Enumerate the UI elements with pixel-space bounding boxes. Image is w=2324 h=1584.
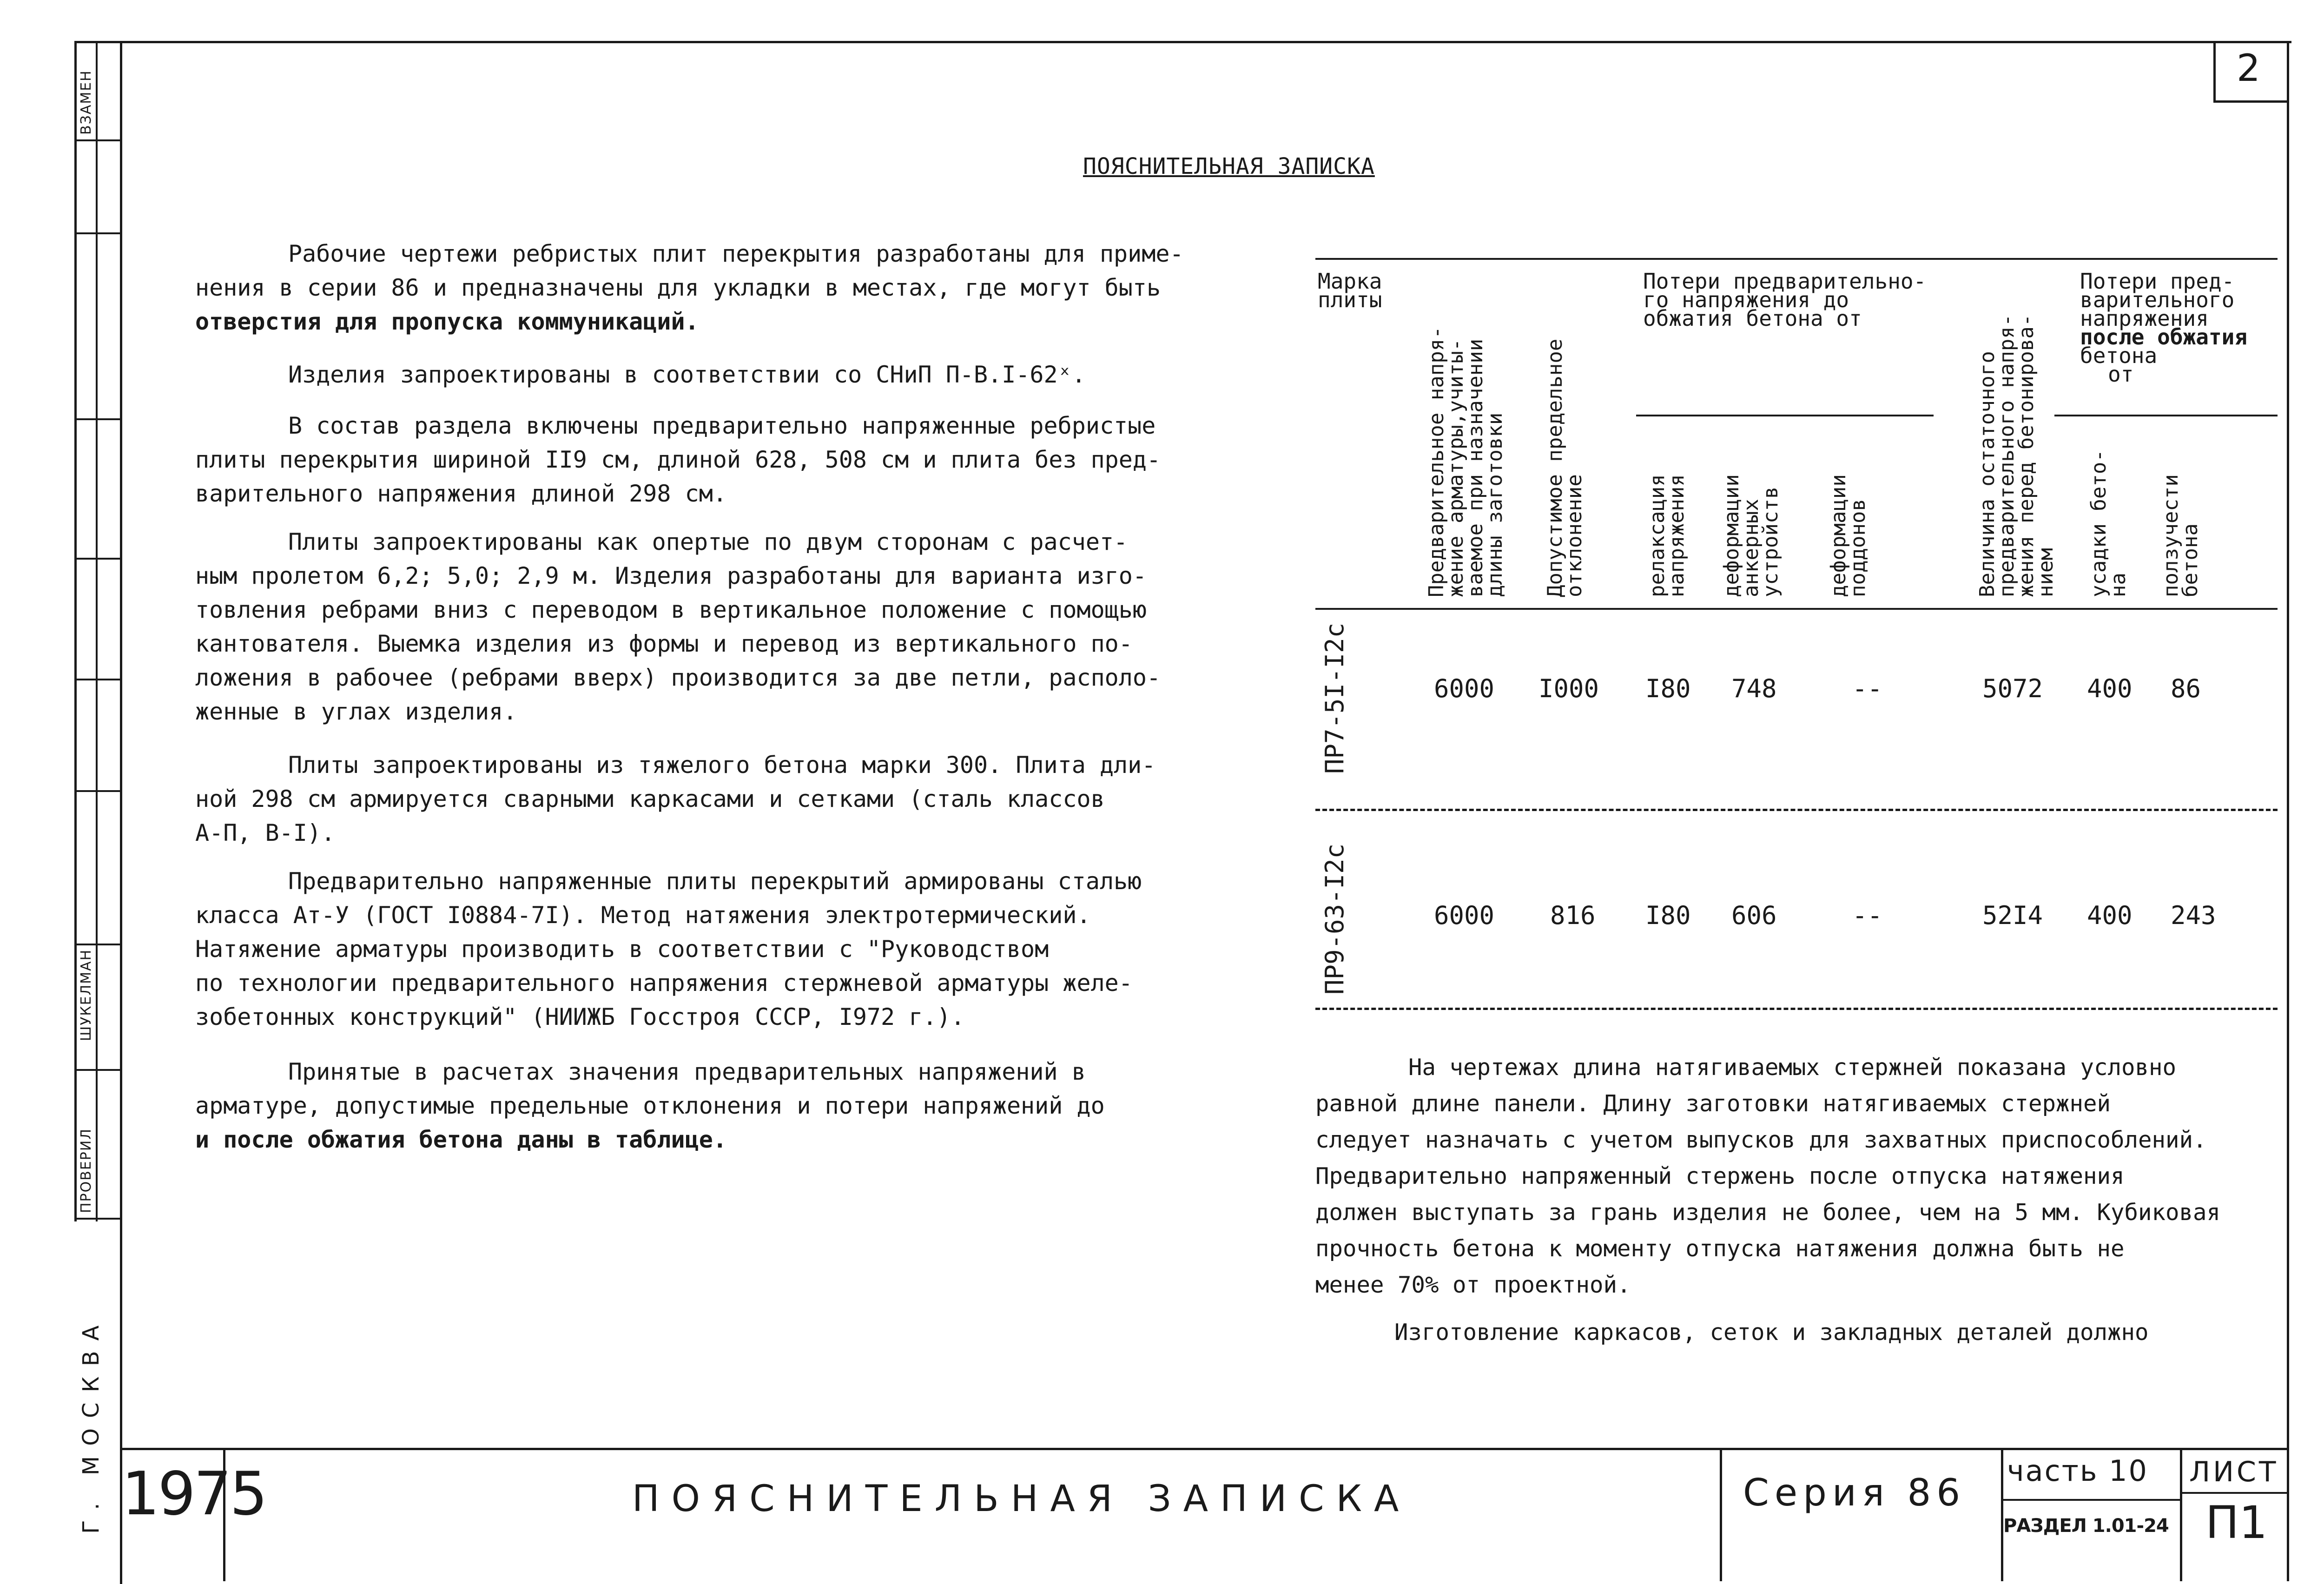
header-line: напряжения <box>1665 474 1689 597</box>
table-subheader-rule-1 <box>1636 415 1934 416</box>
text-line: Плиты запроектированы как опертые по двум сторонам с расчет- <box>288 528 1128 555</box>
text-line: Предварительно напряженные плиты перекрытий армированы сталью <box>288 868 1142 895</box>
row1-tolerance: I000 <box>1538 674 1599 703</box>
titleblock-name: ПОЯСНИТЕЛЬНАЯ ЗАПИСКА <box>632 1478 1411 1520</box>
strip-tick-2 <box>74 232 121 234</box>
text-line: равной длине панели. Длину заготовки натягиваемых стержней <box>1315 1090 2111 1117</box>
text-line: Плиты запроектированы из тяжелого бетона марки 300. Плита дли- <box>288 752 1156 779</box>
header-line: на <box>2106 573 2130 597</box>
header-line: после обжатия <box>2080 324 2248 350</box>
header-line: Потери предварительно- <box>1643 269 1927 294</box>
text-line: кантователя. Выемка изделия из формы и перевод из вертикального по- <box>195 630 1133 657</box>
text-line: зобетонных конструкций" (НИИЖБ Госстроя СССР, I972 г.). <box>195 1003 965 1030</box>
header-line: Марка <box>1318 269 1382 294</box>
header-line: Величина остаточного <box>1975 351 1999 597</box>
table-row-separator <box>1315 809 2278 811</box>
paragraph-rod-length <box>1315 1049 2220 1303</box>
titleblock-divider-part <box>2180 1448 2182 1581</box>
titleblock-series: Серия 86 <box>1743 1471 1966 1514</box>
text-line: ной 298 см армируется сварными каркасами и сетками (сталь классов <box>195 785 1105 812</box>
row1-shrinkage: 400 <box>2087 674 2133 703</box>
checked-label: ПРОВЕРИЛ <box>78 1128 94 1213</box>
text-line: нения в серии 86 и предназначены для укладки в местах, где могут быть <box>195 274 1161 301</box>
text-line: класса Ат-У (ГОСТ I0884-7I). Метод натяжения электротермический. <box>195 902 1091 929</box>
header-shrinkage <box>2089 449 2128 597</box>
paragraph-composition <box>195 409 1161 511</box>
text-line: менее 70% от проектной. <box>1315 1272 1631 1298</box>
row1-pallet: -- <box>1852 674 1883 703</box>
row2-shrinkage: 400 <box>2087 901 2133 930</box>
text-line: варительного напряжения длиной 298 см. <box>195 480 727 507</box>
header-line: отклонение <box>1563 474 1586 597</box>
strip-tick-4 <box>74 558 121 560</box>
strip-tick-7 <box>74 944 121 945</box>
row2-residual: 52I4 <box>1982 901 2043 930</box>
text-line: Предварительно напряженный стержень после отпуска натяжения <box>1315 1163 2125 1189</box>
text-line: отверстия для пропуска коммуникаций. <box>195 308 699 335</box>
text-line: по технологии предварительного напряжения стержневой арматуры желе- <box>195 970 1133 997</box>
frame-right <box>2287 41 2289 1581</box>
header-prestress <box>1427 326 1505 597</box>
row2-prestress: 6000 <box>1434 901 1495 930</box>
paragraph-concrete <box>195 748 1155 850</box>
titleblock-year: 1975 <box>122 1459 266 1529</box>
header-line: напряжения <box>2080 306 2209 331</box>
header-line: варительного <box>2080 287 2235 312</box>
titleblock-sheet-value: П1 <box>2205 1497 2268 1549</box>
header-line: ползучести <box>2159 474 2183 597</box>
paragraph-snip <box>195 358 1086 392</box>
row2-creep: 243 <box>2171 901 2216 930</box>
titleblock-part: часть 10 <box>2007 1454 2148 1488</box>
header-anchor <box>1722 474 1781 597</box>
header-losses-before <box>1643 269 1927 331</box>
header-losses-after <box>2080 269 2248 387</box>
strip-line-outer <box>74 41 77 1221</box>
text-line: Изготовление каркасов, сеток и закладных деталей должно <box>1394 1319 2149 1346</box>
page-number: 2 <box>2237 46 2260 90</box>
header-line: поддонов <box>1846 499 1870 597</box>
text-line: Натяжение арматуры производить в соответствии с "Руководством <box>195 936 1049 963</box>
text-line: женные в углах изделия. <box>195 698 517 725</box>
header-line: Допустимое предельное <box>1543 338 1567 597</box>
table-subheader-rule-2 <box>2054 415 2278 416</box>
titleblock-part-split <box>2001 1499 2182 1501</box>
text-line: Изделия запроектированы в соответствии со СНиП П-В.I-62ˣ. <box>288 361 1086 388</box>
text-line: ным пролетом 6,2; 5,0; 2,9 м. Изделия разработаны для варианта изго- <box>195 562 1147 589</box>
strip-tick-3 <box>74 418 121 420</box>
header-relaxation <box>1645 474 1689 597</box>
text-line: На чертежах длина натягиваемых стержней показана условно <box>1408 1054 2177 1081</box>
row1-prestress: 6000 <box>1434 674 1495 703</box>
text-line: прочность бетона к моменту отпуска натяжения должна быть не <box>1315 1235 2125 1262</box>
row2-relaxation: I80 <box>1645 901 1691 930</box>
strip-tick-6 <box>74 790 121 792</box>
header-line: ваемое при назначении <box>1464 338 1487 597</box>
header-line: усадки бето- <box>2087 449 2111 597</box>
header-line: бетона <box>2179 523 2202 597</box>
vzamen-label: ВЗАМЕН <box>78 70 94 135</box>
header-line: устройств <box>1759 486 1783 597</box>
checked-name: ШУКЕЛМАН <box>78 949 94 1041</box>
text-line: Принятые в расчетах значения предварительных напряжений в <box>288 1058 1086 1085</box>
header-line: жения перед бетонирова- <box>2014 314 2038 597</box>
header-line: релаксация <box>1645 474 1669 597</box>
text-line: ложения в рабочее (ребрами вверх) производится за две петли, располо- <box>195 664 1161 691</box>
titleblock-sheet-split <box>2180 1492 2289 1494</box>
header-line: бетона <box>2080 343 2158 368</box>
paragraph-reinforcement <box>195 865 1142 1034</box>
header-pallet <box>1829 474 1868 597</box>
titleblock-section: РАЗДЕЛ 1.01-24 <box>2003 1515 2169 1537</box>
header-line: анкерных <box>1739 499 1763 597</box>
strip-tick-5 <box>74 679 121 680</box>
row2-tolerance: 816 <box>1550 901 1596 930</box>
row1-creep: 86 <box>2171 674 2201 703</box>
row1-anchor: 748 <box>1731 674 1777 703</box>
header-line: плиты <box>1318 287 1382 312</box>
header-line: деформации <box>1720 474 1743 597</box>
text-line: арматуре, допустимые предельные отклонения и потери напряжений до <box>195 1092 1105 1119</box>
header-mark <box>1318 269 1382 312</box>
table-bottom-rule <box>1315 1008 2278 1010</box>
row1-mark: ПР7-5I-I2с <box>1320 622 1349 774</box>
header-line: Предварительное напря- <box>1425 326 1448 597</box>
text-line: товления ребрами вниз с переводом в вертикальное положение с помощью <box>195 596 1147 623</box>
header-residual <box>1975 314 2058 597</box>
header-creep <box>2161 474 2200 597</box>
row2-mark: ПР9-63-I2с <box>1320 843 1349 995</box>
table-top-rule <box>1315 258 2278 260</box>
paragraph-design <box>195 525 1161 729</box>
text-line: А-П, В-I). <box>195 819 336 846</box>
paragraph-values <box>195 1055 1105 1157</box>
titleblock-divider-series <box>2001 1448 2003 1581</box>
text-line: плиты перекрытия шириной II9 см, длиной 628, 508 см и плита без пред- <box>195 446 1161 473</box>
strip-line-inner <box>96 41 98 1221</box>
table-header-rule <box>1315 608 2278 610</box>
header-line: деформации <box>1827 474 1850 597</box>
text-line: Рабочие чертежи ребристых плит перекрытия разработаны для приме- <box>288 240 1184 267</box>
header-line: го напряжения до <box>1643 287 1849 312</box>
header-line: от <box>2108 362 2134 387</box>
row2-pallet: -- <box>1852 901 1883 930</box>
strip-tick-8 <box>74 1069 121 1071</box>
titleblock-sheet-label: ЛИСТ <box>2189 1456 2279 1488</box>
text-line: и после обжатия бетона даны в таблице. <box>195 1126 727 1153</box>
titleblock-top-rule <box>120 1448 2289 1450</box>
header-line: жение арматуры,учиты- <box>1444 338 1468 597</box>
text-line: В состав раздела включены предварительно напряженные ребристые <box>288 412 1156 439</box>
titleblock-divider-name <box>1720 1448 1722 1581</box>
row1-residual: 5072 <box>1982 674 2043 703</box>
paragraph-manufacturing <box>1315 1314 2149 1351</box>
text-line: должен выступать за грань изделия не более, чем на 5 мм. Кубиковая <box>1315 1199 2221 1226</box>
header-line: обжатия бетона от <box>1643 306 1862 331</box>
header-line: длины заготовки <box>1483 412 1507 597</box>
header-tolerance <box>1545 339 1585 597</box>
header-line: нием <box>2034 548 2058 597</box>
row2-anchor: 606 <box>1731 901 1777 930</box>
header-line: предварительного напря- <box>1995 314 2019 597</box>
page-title: ПОЯСНИТЕЛЬНАЯ ЗАПИСКА <box>1083 153 1375 179</box>
strip-tick-9 <box>74 1218 121 1220</box>
row1-relaxation: I80 <box>1645 674 1691 703</box>
paragraph-intro <box>195 237 1184 339</box>
strip-tick-1 <box>74 139 121 141</box>
frame-left <box>120 41 122 1584</box>
city-label: Г. МОСКВА <box>78 1315 104 1534</box>
text-line: следует назначать с учетом выпусков для захватных приспособлений. <box>1315 1127 2207 1153</box>
frame-top <box>74 41 2291 43</box>
header-line: Потери пред- <box>2080 269 2235 294</box>
